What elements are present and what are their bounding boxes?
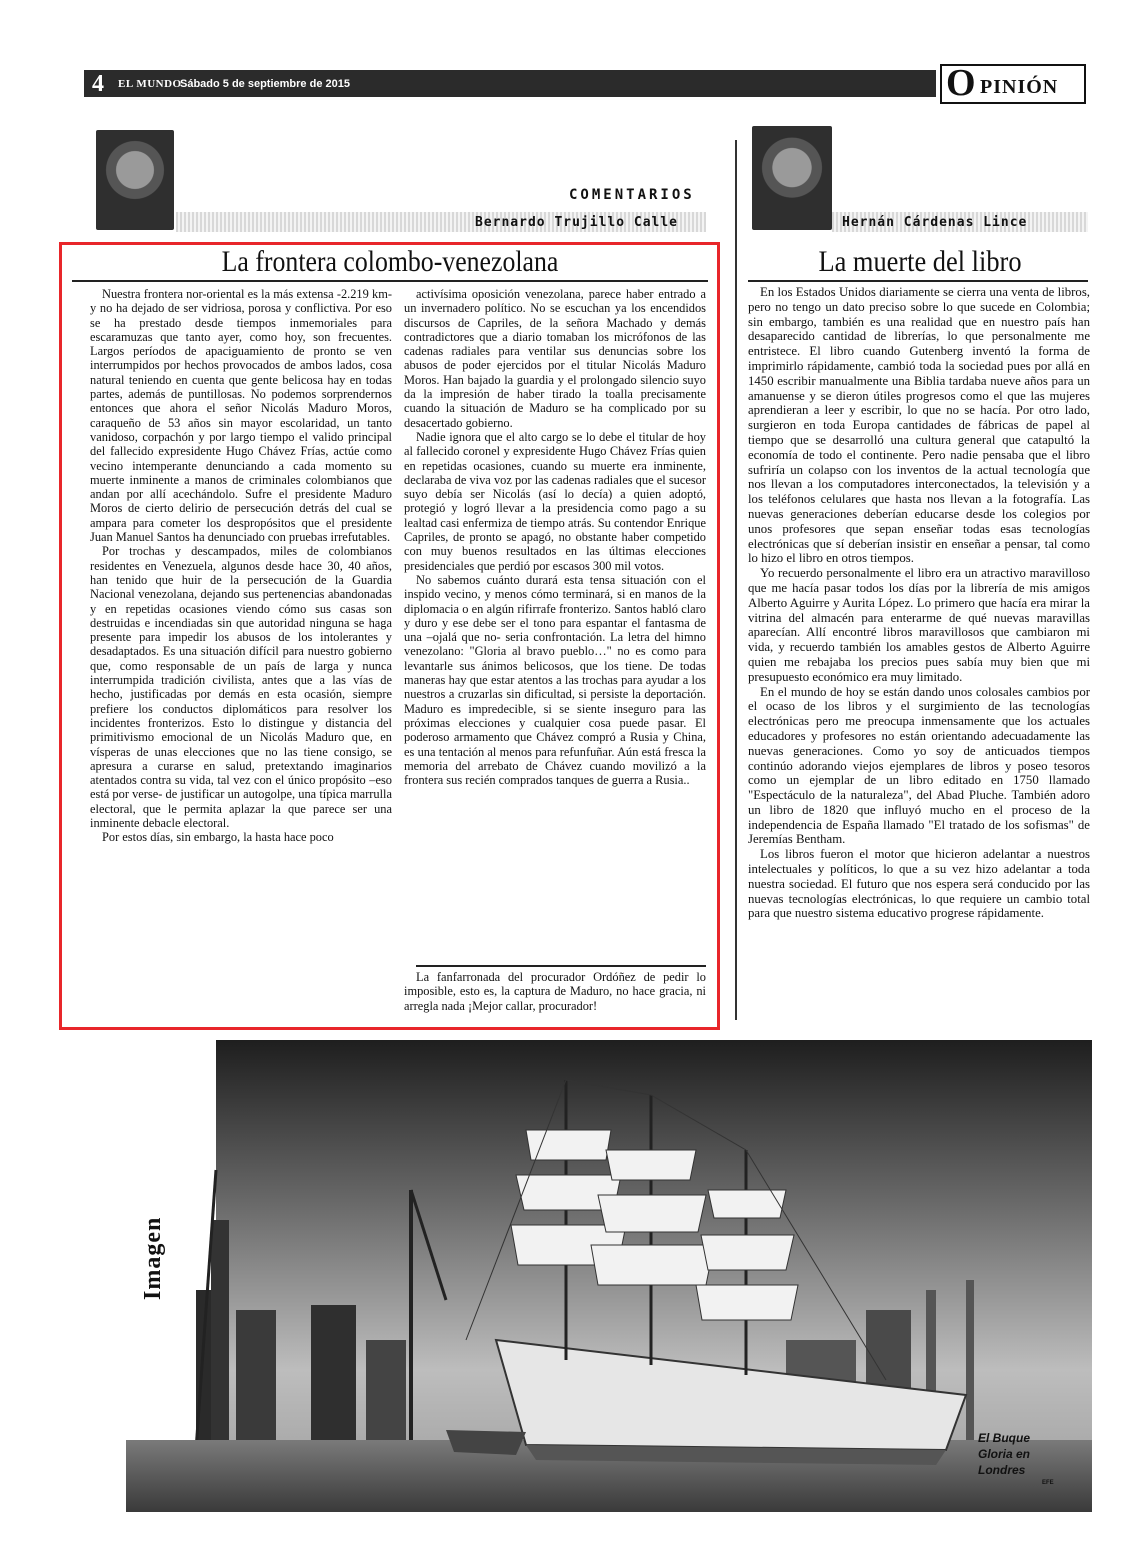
paragraph: No sabemos cuánto durará esta tensa situación con el inspido vecino, y menos cómo terminará, si en manos de la diplomacia o en algún rifirrafe fronterizo. Santos habló claro y duro y ese debe ser el tono para espantar el fantasma de una –ojalá que no- seria confrontación. La letra del himno venezolano: "Gloria al bravo pueblo…" no es como para levantarle sus ánimos belicosos, que los tiene. De todas maneras hay que estar atentos a las trochas para ayudar a los nuestros a cruzarlas sin dificultad, si persiste la deportación. Maduro es impredecible, si se siente inseguro para las próximas elecciones y cualquier cosa puede pasar. El poderoso armamento que Chávez compró a Rusia y China, es una tentación al menos para refunfuñar. Aún está fresca la memoria del arrebato de Chávez cuando movilizó a la frontera sus recién comprados tanques de guerra a Rusia.. [404,572,706,788]
section-initial: O [946,62,976,104]
closing-note: La fanfarronada del procurador Ordóñez de pedir lo imposible, esto es, la captura de Maduro, no hace gracia, ni arregla nada ¡Mejor callar, procurador! [404,970,706,1013]
paragraph: Yo recuerdo personalmente el libro era un atractivo maravilloso que me hacía pasar todos los días por la librería de mis amigos Alberto Aguirre y Aurita López. Lo primero que hacía era mirar la vitrina del almacén para enterarme de qué nuevas maravillas aparecían. Allí encontré libros maravillosos que cambiaron mi vida, y recuerdo también los amables gestos de Alberto Aguirre quien me rebajaba los precios pues sabía muy bien que mi presupuesto económico era muy limitado. [748,566,1090,684]
article-column-1 [90,287,392,1015]
photo-credit: EFE [1042,1480,1054,1486]
paragraph: En los Estados Unidos diariamente se cierra una venta de libros, pero no tengo un dato preciso sobre lo que sucede en Colombia; sin embargo, también es una realidad que en nuestro país han desaparecido cantidad de librerías, lo que personalmente me entristece. El libro cuando Gutenberg inventó la forma de imprimirlo rápidamente, cambió toda la sociedad pues por allá en 1450 escribir manualmente una Biblia tardaba nueve años para un amanuense y se dieron útiles progresos como el que las mujeres aprendieran a leer y escribir, lo que no se hacía. Por otro lado, surgieron en toda Europa cantidades de fábricas de papel al tiempo que se desarrolló una cultura general que catapultó la economía de todo el continente. Pero nadie pensaba que el libro sufriría un colapso con los inventos de la actual tecnología que nos llevan a los computadores interconectados, la televisión y a los teléfonos celulares que hasta nos llevan a la fotografía. Las nuevas generaciones deberían educarse desde los colegios por unos profesores que sepan enseñar todas esas tecnologías electrónicas que sí deberían insistir en enseñar a pensar, tal como lo hizo el libro en otros tiempos. [748,285,1090,566]
column-divider [735,140,737,1020]
article-title-right: La muerte del libro [818,245,1022,278]
section-label: COMENTARIOS [569,187,695,203]
paper-name: EL MUNDO [118,78,182,90]
paragraph: Por estos días, sin embargo, la hasta hace poco [102,830,334,845]
title-rule-right [748,280,1088,282]
closing-rule [416,965,706,967]
author-photo-left [96,130,174,230]
title-rule-left [72,280,708,282]
article-title-left: La frontera colombo-venezolana [221,245,559,278]
paragraph: En el mundo de hoy se están dando unos colosales cambios por el ocaso de los libros y el surgimiento de las tecnologías electrónicas pero me preocupa inmensamente que los actuales educadores y profesores no están orientando adecuadamente las nuevas generaciones. Como yo soy de anticuados tiempos continúo adorando viejos ejemplares de libros y poseo tesoros como un ejemplar de un libro editado en 1750 llamado "Espectáculo de la naturaleza", del Abad Pluche. También adoro un libro de 1820 que influyó mucho en el proceso de la independencia de España llamado "El tratado de los sofismas" de Jeremías Bentham. [748,684,1090,847]
paragraph: activísima oposición venezolana, parece haber entrado a un invernadero político. No se escuchan ya los encendidos discursos de Capriles, de la señora Machado y demás contradictores que a diario tomaban los micrófonos de las cadenas radiales para ventilar sus denuncias sobre los abusos de poder ejercidos por el titular Nicolás Maduro Moros. Han bajado la guardia y el prolongado silencio suyo da la impresión de haber tirado la toalla precisamente cuando la situación de Maduro se ha complicado por su desacertado gobierno. [404,287,706,430]
article-column-3 [748,285,1090,1017]
ship-photo-drawing [86,1040,1092,1512]
author-name-right: Hernán Cárdenas Lince [842,215,1028,230]
issue-date: Sábado 5 de septiembre de 2015 [180,78,350,90]
paragraph: Los libros fueron el motor que hicieron adelantar a nuestros intelectuales y políticos, lo que a su vez hizo adelantar a toda nuestra sociedad. El futuro que nos espera será conducido por las nuevas tecnologías electrónicas, lo que requiere un cambio total para que nuestro sistema educativo progrese rápidamente. [748,847,1090,921]
image-section-label: Imagen [140,1216,166,1300]
photo-caption: El Buque Gloria en Londres [978,1431,1031,1477]
page-number: 4 [92,71,104,97]
paragraph: Nadie ignora que el alto cargo se lo debe el titular de hoy al fallecido coronel y expresidente Hugo Chávez Frías quien en repetidas ocasiones, cuando su muerte era inminente, declaraba de viva voz por las cadenas radiales que el sucesor suyo debía ser Nicolás (así lo decía) a quien adoptó, protegió y logró llevar a la presidencia como pago a su lealtad casi enfermiza de tiempo atrás. Su contendor Enrique Capriles, de pronto se apagó, no obstante haber competido con muy buenos resultados en las últimas elecciones presidenciales que perdió por escasos 300 mil votos. [404,429,706,573]
author-photo-right [752,126,832,230]
article-column-2 [404,287,706,961]
author-name-left: Bernardo Trujillo Calle [475,215,679,230]
paragraph: Por trochas y descampados, miles de colombianos residentes en Venezuela, algunos desde hace 30, 40 años, han tenido que huir de la persecución de la Guardia Nacional venezolana, dejando sus pertenencias abandonadas y en repetidas ocasiones viendo cómo sus casas son destruidas e incendiadas sin que autoridad ninguna se haga presente para impedir los abusos de los intolerantes y desadaptados. Es una situación difícil para nuestro gobierno que, como responsable de un país de larga y nunca interrumpida tradición civilista, antes que a las vías de hecho, justificadas por demás en esta ocasión, siempre prefiere los conductos diplomáticos para resolver los incidentes fronterizos. Esto lo distingue y distancia del primitivismo emocional de un Nicolás Maduro que, en vísperas de unas elecciones que no las tiene consigo, se apresura a curarse en salud, pretextando imaginarios atentados contra su vida, tal vez con el único propósito –eso está por verse- de justificar un autogolpe, una típica marrulla electoral, que le permita aplazar la que parece ser una inminente debacle electoral. [90,544,392,830]
ship-photo [86,1040,1092,1512]
paragraph: Nuestra frontera nor-oriental es la más extensa -2.219 km- y no ha dejado de ser vidriosa, porosa y conflictiva. Por eso se ha prestado desde tiempos inmemoriales para escaramuzas que tanto ayer, como hoy, son frecuentes. Largos períodos de apaciguamiento de pronto se ven interrumpidos por hechos provocados de ambos lados, cosa natural teniendo en cuenta que gente belicosa hay en todas partes, además de puntillosas. No podemos sorprendernos entonces que ahora el señor Nicolás Maduro Moros, caraqueño de 53 años sin mayor escolaridad, un tanto vanidoso, corpachón y por largo tiempo el valido principal del fallecido expresidente Hugo Chávez Frías, actúe como vecino intemperante denunciando a cada momento su muerte inminente a manos de criminales colombianos que andan por allí acechándolo. Sufre el presidente Maduro Moros de cierto delirio de persecución detrás del cual se ampara para cometer los despropósitos que el presidente Juan Manuel Santos ha denunciado con pruebas irrefutables. [90,287,392,545]
section-title: PINIÓN [980,76,1059,98]
